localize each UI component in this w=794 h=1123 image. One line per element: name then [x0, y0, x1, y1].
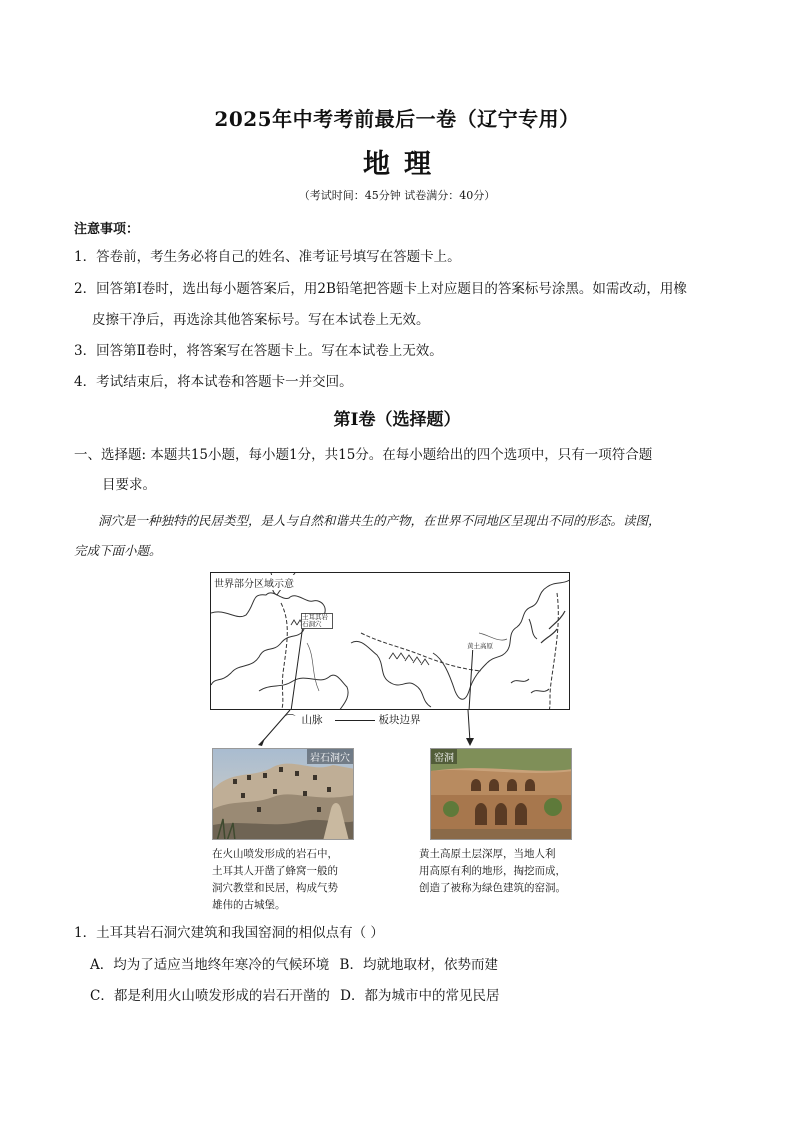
map-label-turkey: 土耳其岩石洞穴 — [301, 613, 333, 629]
option-c[interactable]: C．都是利用火山喷发形成的岩石开凿的 — [90, 988, 330, 1004]
question-1-stem: 1．土耳其岩石洞穴建筑和我国窑洞的相似点有（ ） — [74, 925, 384, 941]
option-d[interactable]: D．都为城市中的常见民居 — [340, 988, 500, 1004]
map-legend — [285, 712, 427, 727]
question-heading-line1: 一、选择题: 本题共15小题，每小题1分，共15分。在每小题给出的四个选项中，只有一项符合题 — [74, 447, 653, 463]
option-a[interactable]: A．均为了适应当地终年寒冷的气候环境 — [90, 957, 330, 973]
question-heading-line2: 目要求。 — [102, 477, 156, 493]
rock-cave-label: 岩石洞穴 — [307, 749, 353, 764]
caption-left-line2: 土耳其人开凿了蜂窝一般的 — [212, 865, 338, 877]
caption-left-line1: 在火山喷发形成的岩石中， — [212, 848, 338, 860]
caption-right-line3: 创造了被称为绿色建筑的窑洞。 — [419, 882, 566, 894]
boundary-line-icon — [335, 720, 375, 721]
caption-left-line4: 雄伟的古城堡。 — [212, 899, 286, 911]
caption-right-line1: 黄土高原土层深厚，当地人利 — [419, 848, 556, 860]
yaodong-photo — [430, 748, 572, 840]
notice-item-3: 3．回答第Ⅱ卷时，将答案写在答题卡上。写在本试卷上无效。 — [74, 343, 443, 359]
caption-right-line2: 用高原有利的地形，掏挖而成， — [419, 865, 566, 877]
caption-left-line3: 洞穴教堂和民居，构成气势 — [212, 882, 338, 894]
intro-line1: 洞穴是一种独特的民居类型，是人与自然和谐共生的产物，在世界不同地区呈现出不同的形态。读图， — [98, 513, 661, 528]
question-1-options-ab — [90, 950, 730, 980]
notice-item-4: 4．考试结束后，将本试卷和答题卡一并交回。 — [74, 374, 353, 390]
notice-item-2-cont: 皮擦干净后，再选涂其他答案标号。写在本试卷上无效。 — [92, 312, 430, 328]
mountain-symbol-icon: ⌒ — [285, 714, 296, 726]
exam-title: 2025年中考考前最后一卷（辽宁专用） — [214, 107, 580, 131]
section-title: 第Ⅰ卷（选择题） — [333, 410, 461, 430]
caption-right — [419, 846, 599, 897]
exam-info: （考试时间：45分钟 试卷满分：40分） — [298, 189, 496, 202]
option-b[interactable]: B．均就地取材，依势而建 — [339, 957, 498, 973]
question-1-options-cd — [90, 981, 730, 1011]
notice-item-1: 1．答卷前，考生务必将自己的姓名、准考证号填写在答题卡上。 — [74, 249, 461, 265]
subject-title: 地理 — [363, 149, 445, 180]
intro-line2: 完成下面小题。 — [74, 543, 162, 558]
legend-mountain: 山脉 — [301, 714, 323, 726]
notice-title: 注意事项： — [74, 222, 140, 237]
caption-left — [212, 846, 382, 914]
map-title: 世界部分区域示意 — [214, 575, 294, 590]
legend-boundary: 板块边界 — [378, 714, 421, 726]
yaodong-label: 窑洞 — [431, 749, 457, 764]
map-label-loess: 黄土高原 — [467, 642, 493, 650]
notice-item-2: 2．回答第Ⅰ卷时，选出每小题答案后，用2B铅笔把答题卡上对应题目的答案标号涂黑。如需改动，用橡 — [74, 281, 687, 297]
rock-cave-photo — [212, 748, 354, 840]
